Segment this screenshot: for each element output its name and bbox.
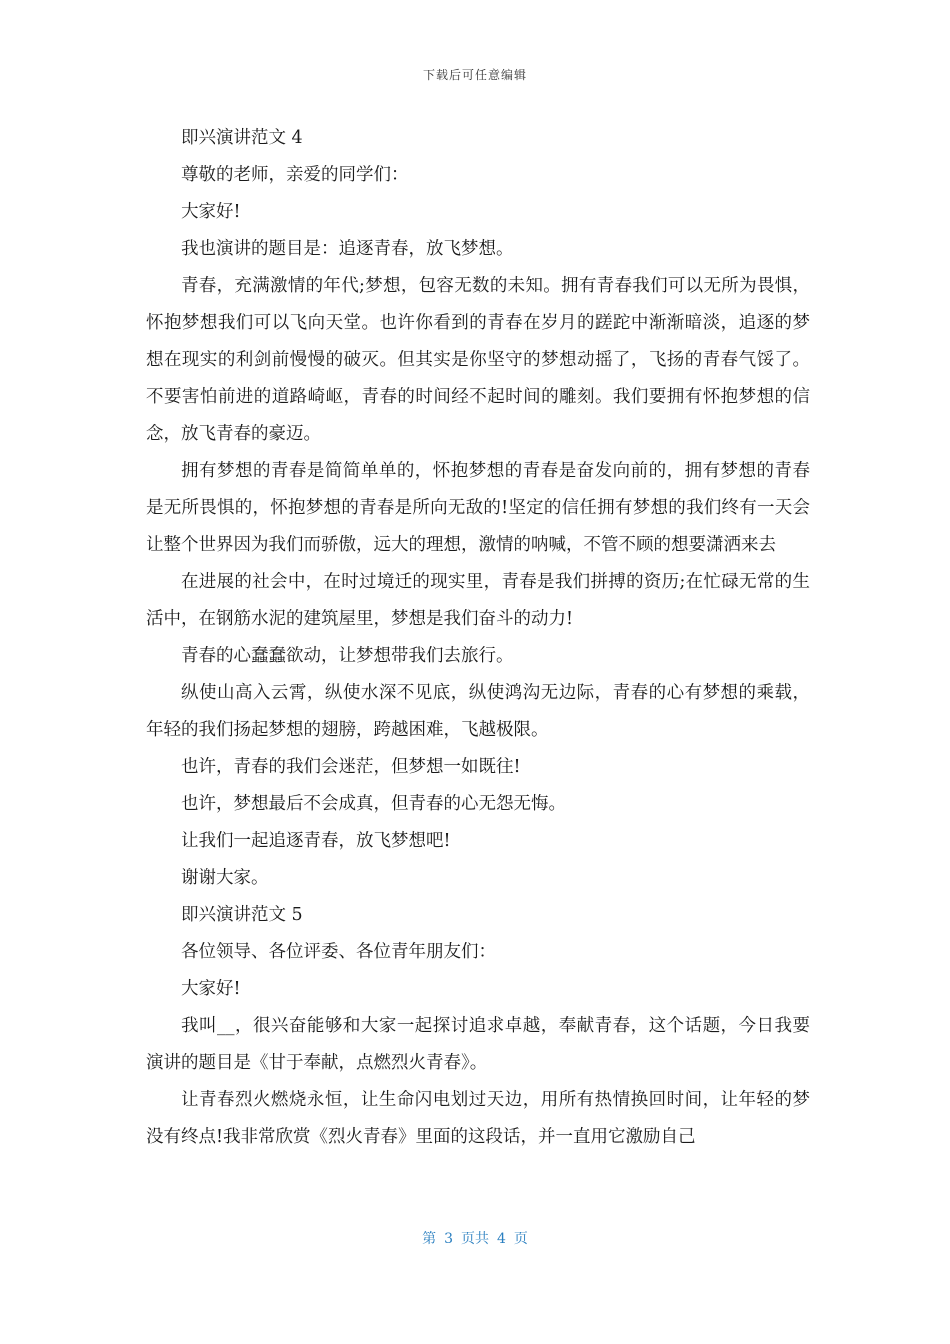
of-label: 页共 bbox=[461, 1231, 489, 1247]
section-title: 即兴演讲范文 5 bbox=[181, 905, 303, 925]
body-paragraph: 纵使山高入云霄，纵使水深不见底，纵使鸿沟无边际，青春的心有梦想的乘载，年轻的我们扬起梦想的翅膀，跨越困难，飞越极限。 bbox=[146, 683, 810, 740]
body-paragraph: 我叫__，很兴奋能够和大家一起探讨追求卓越，奉献青春，这个话题，今日我要演讲的题目是《甘于奉献，点燃烈火青春》。 bbox=[146, 1016, 810, 1073]
body-paragraph: 青春，充满激情的年代;梦想，包容无数的未知。拥有青春我们可以无所为畏惧，怀抱梦想我们可以飞向天堂。也许你看到的青春在岁月的蹉跎中渐渐暗淡，追逐的梦想在现实的利剑前慢慢的破灭。但其实是你坚守的梦想动摇了，飞扬的青春气馁了。不要害怕前进的道路崎岖，青春的时间经不起时间的雕刻。我们要拥有怀抱梦想的信念，放飞青春的豪迈。 bbox=[146, 276, 810, 444]
greeting: 大家好! bbox=[181, 202, 241, 222]
section-title: 即兴演讲范文 4 bbox=[181, 128, 303, 148]
body-paragraph: 让我们一起追逐青春，放飞梦想吧! bbox=[181, 831, 451, 851]
page-suffix: 页 bbox=[513, 1231, 528, 1247]
page-label: 第 bbox=[422, 1231, 437, 1247]
body-paragraph: 拥有梦想的青春是简简单单的，怀抱梦想的青春是奋发向前的，拥有梦想的青春是无所畏惧的，怀抱梦想的青春是所向无敌的!坚定的信任拥有梦想的我们终有一天会让整个世界因为我们而骄傲，远大的理想，激情的呐喊，不管不顾的想要潇洒来去 bbox=[146, 461, 810, 555]
body-paragraph: 也许，梦想最后不会成真，但青春的心无怨无悔。 bbox=[181, 794, 566, 814]
body-paragraph: 我也演讲的题目是：追逐青春，放飞梦想。 bbox=[181, 239, 514, 259]
greeting: 大家好! bbox=[181, 979, 241, 999]
current-page-number: 3 bbox=[444, 1231, 453, 1247]
body-paragraph: 让青春烈火燃烧永恒，让生命闪电划过天边，用所有热情换回时间，让年轻的梦没有终点!我非常欣赏《烈火青春》里面的这段话，并一直用它激励自己 bbox=[146, 1090, 810, 1147]
total-pages-number: 4 bbox=[497, 1231, 506, 1247]
page-header-note: 下载后可任意编辑 bbox=[422, 68, 527, 82]
closing: 谢谢大家。 bbox=[181, 868, 269, 888]
body-paragraph: 青春的心蠢蠢欲动，让梦想带我们去旅行。 bbox=[181, 646, 514, 666]
page-number-footer bbox=[0, 1228, 950, 1248]
salutation: 尊敬的老师，亲爱的同学们： bbox=[181, 165, 409, 185]
body-paragraph: 也许，青春的我们会迷茫，但梦想一如既往! bbox=[181, 757, 521, 777]
document-body bbox=[146, 120, 810, 1156]
body-paragraph: 在进展的社会中，在时过境迁的现实里，青春是我们拼搏的资历;在忙碌无常的生活中，在钢筋水泥的建筑屋里，梦想是我们奋斗的动力! bbox=[146, 572, 810, 629]
salutation: 各位领导、各位评委、各位青年朋友们： bbox=[181, 942, 496, 962]
